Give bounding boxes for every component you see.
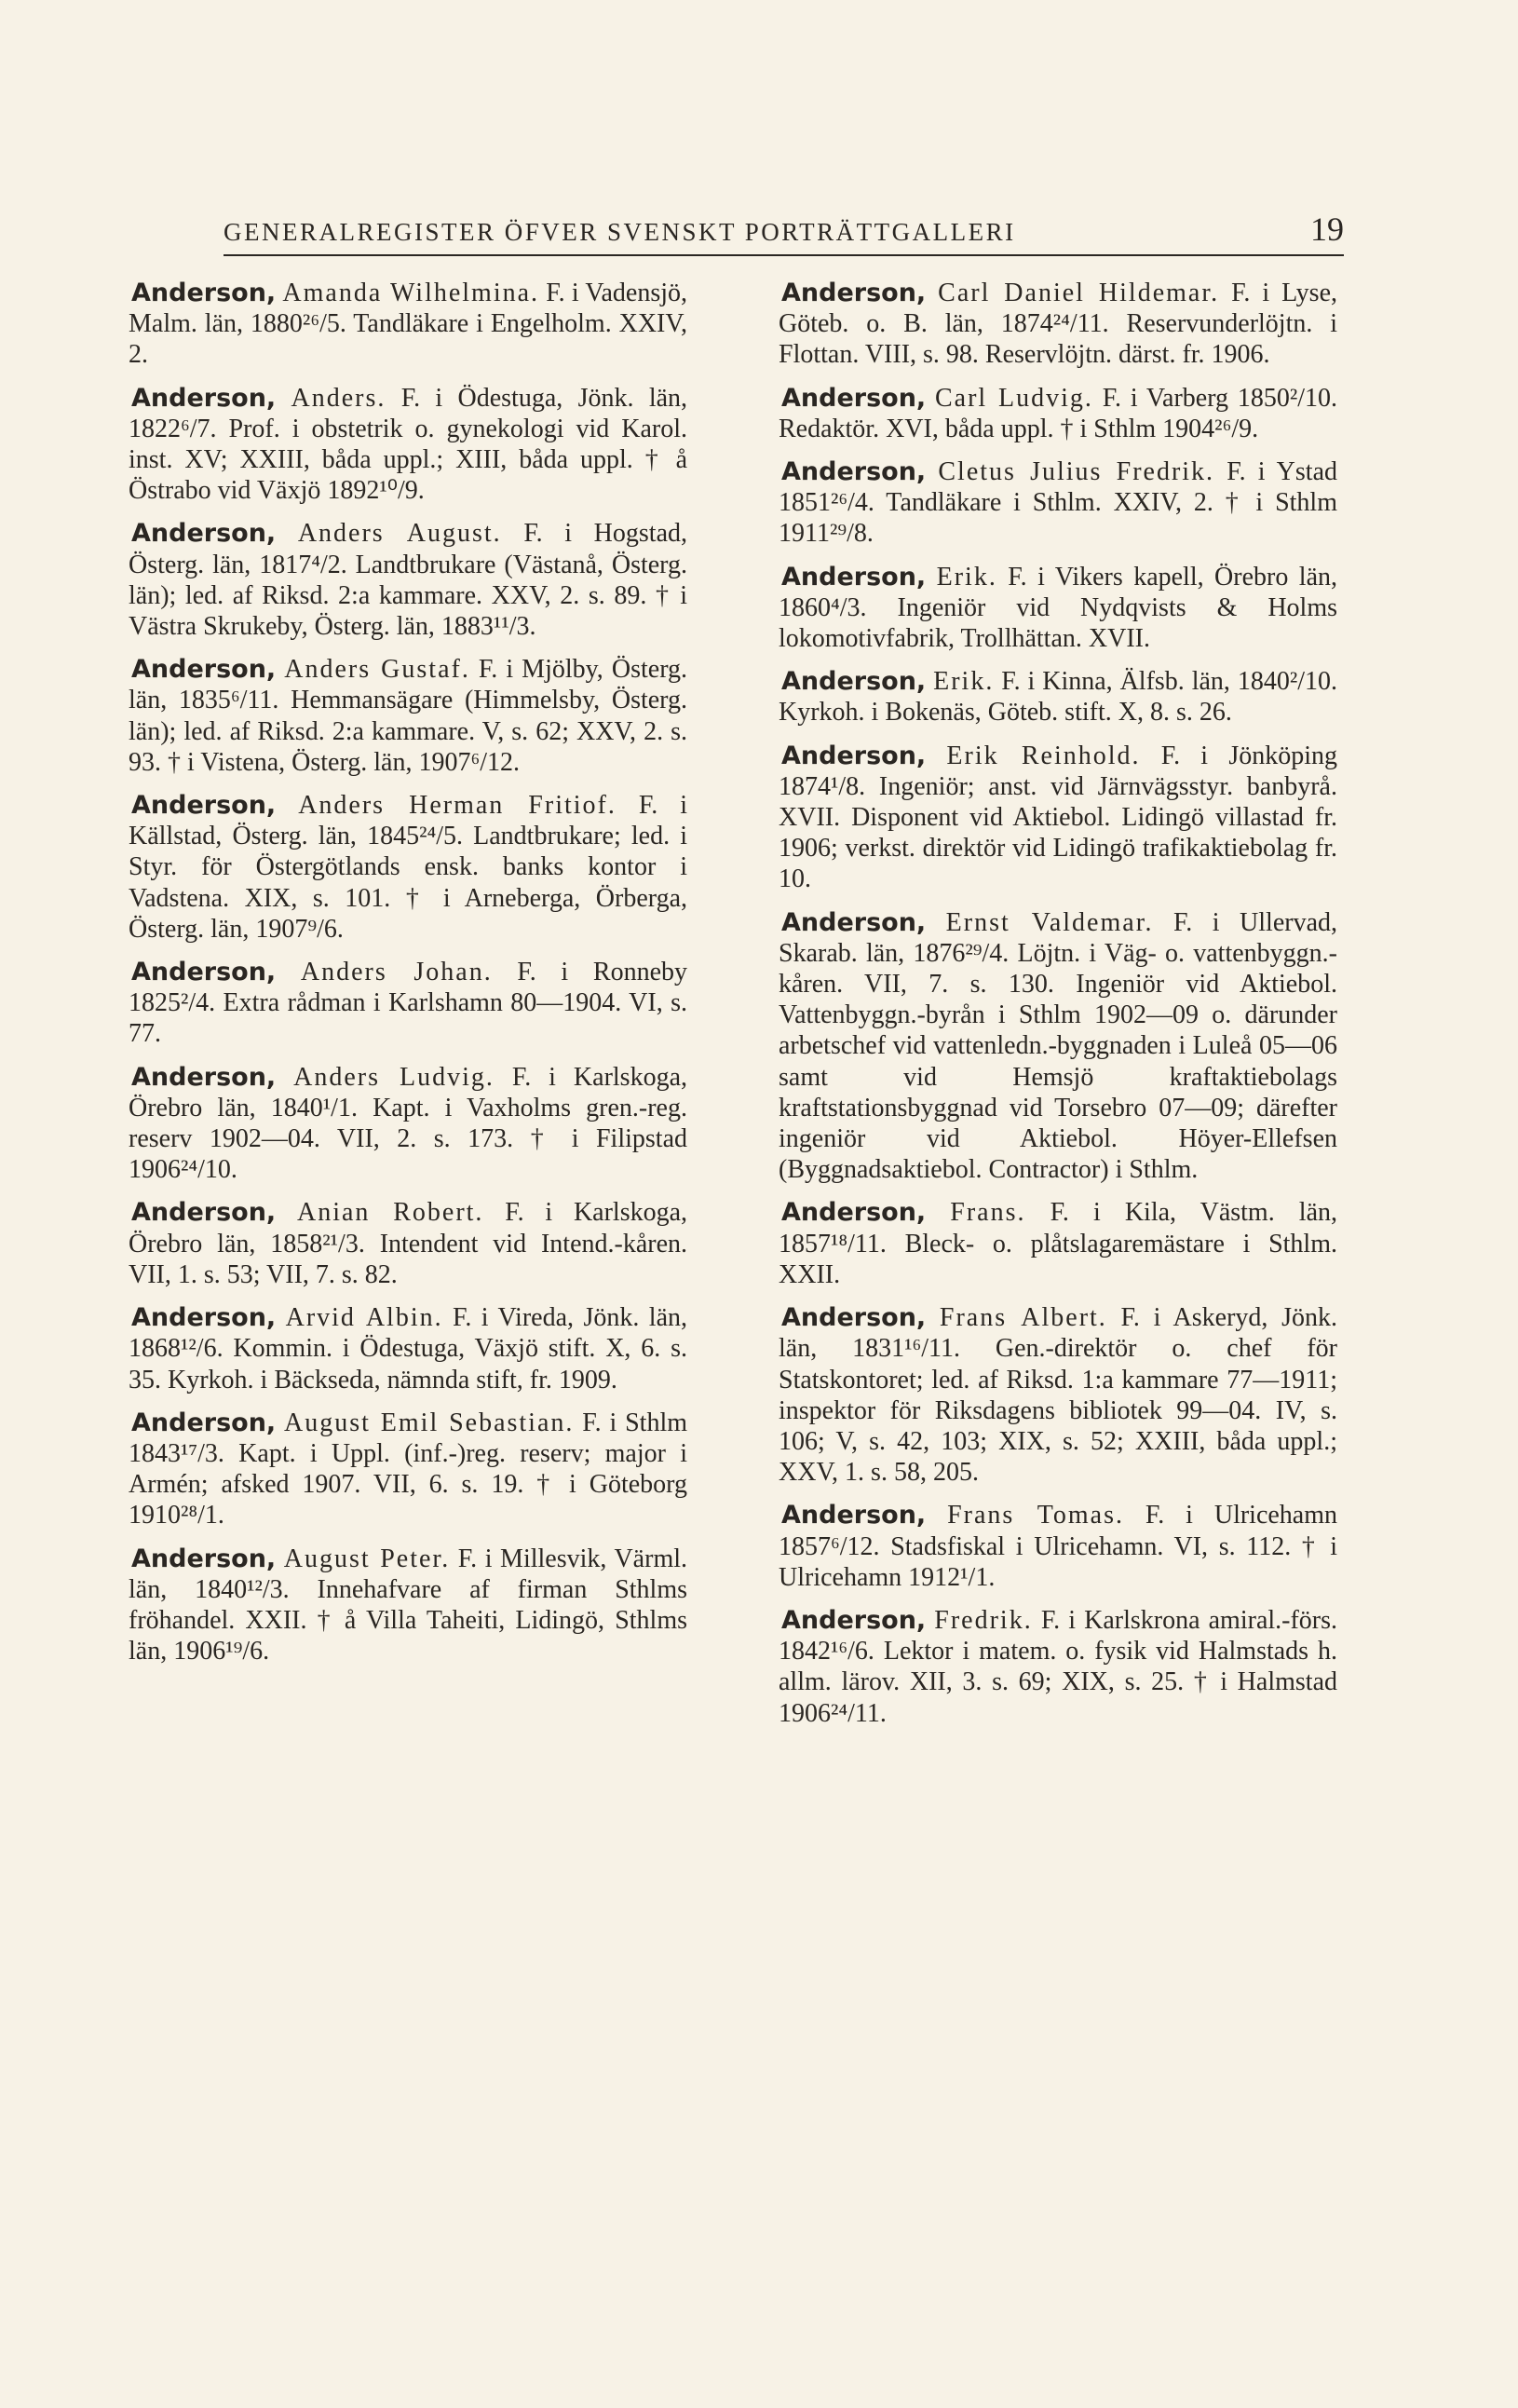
register-entry <box>129 518 687 642</box>
entry-details: F. i Ödestuga, Jönk. län, 1822⁶/7. Prof. i obstetrik o. gynekologi vid Karol. inst. XV; XXIII, båda uppl.; XIII, båda uppl. † å Östrabo vid Växjö 1892¹⁰/9. <box>129 383 688 506</box>
register-entry <box>129 1302 687 1395</box>
entry-surname: Anderson, <box>781 1303 927 1333</box>
entry-surname: Anderson, <box>131 1303 277 1333</box>
entry-surname: Anderson, <box>131 519 277 549</box>
register-entry <box>779 907 1337 1186</box>
entry-surname: Anderson, <box>781 457 927 487</box>
entry-surname: Anderson, <box>131 279 277 307</box>
entry-details: F. i Ulricehamn 1857⁶/12. Stadsfiskal i Ulricehamn. VI, s. 112. † i Ulricehamn 1912¹/1. <box>779 1501 1338 1592</box>
entry-details: F. i Askeryd, Jönk. län, 1831¹⁶/11. Gen.-direktör o. chef för Statskontoret; led. af Riksd. 1:a kammare 77—1911; inspektor för Riksdagens bibliotek 99—04. IV, s. 106; V, s. 42, 103; XIX, s. 52; XXIII, båda uppl.; XXV, 1. s. 58, 205. <box>779 1303 1337 1488</box>
entry-surname: Anderson, <box>781 383 927 413</box>
entry-details: F. i Mjölby, Österg. län, 1835⁶/11. Hemmansägare (Himmelsby, Österg. län); led. af Riksd. 2:a kammare. V, s. 62; XXV, 2. s. 93. † i Vistena, Österg. län, 1907⁶/12. <box>129 655 688 777</box>
entry-given-names: Arvid Albin. <box>285 1303 443 1333</box>
register-entry <box>779 666 1337 728</box>
register-entry <box>779 278 1337 371</box>
register-entry <box>779 383 1337 444</box>
register-entry <box>779 456 1337 550</box>
entry-details: F. i Ullervad, Skarab. län, 1876²⁹/4. Löjtn. i Väg- o. vattenbyggn.-kåren. VII, 7. s. 130. Ingeniör vid Aktiebol. Vattenbyggn.-byrån i Sthlm 1902—09 o. därunder arbetschef vid vattenledn.-byggnaden i Luleå 05—06 samt vid Hemsjö kraftaktiebolags kraftstationsbyggnad vid Torsebro 07—09; därefter ingeniör vid Aktiebol. Höyer-Ellefsen (Byggnadsaktiebol. Contractor) i Sthlm. <box>779 907 1337 1185</box>
entry-given-names: Anders Herman Fritiof. <box>298 791 617 821</box>
entry-given-names: August Peter. <box>283 1544 451 1573</box>
register-entry <box>129 654 687 778</box>
entry-details: F. i Sthlm 1843¹⁷/3. Kapt. i Uppl. (inf.-)reg. reserv; major i Armén; afsked 1907. VII, 6. s. 19. † i Göteborg 1910²⁸/1. <box>129 1408 687 1531</box>
entry-details: F. i Kinna, Älfsb. län, 1840²/10. Kyrkoh. i Bokenäs, Göteb. stift. X, 8. s. 26. <box>779 667 1338 728</box>
register-entry <box>779 1197 1337 1290</box>
entry-surname: Anderson, <box>781 279 927 307</box>
entry-surname: Anderson, <box>781 667 927 697</box>
entry-surname: Anderson, <box>781 907 927 937</box>
entry-given-names: Anders. <box>291 383 386 413</box>
entry-given-names: Carl Ludvig. <box>934 383 1093 413</box>
page-number: 19 <box>1310 211 1344 248</box>
entry-details: F. i Ystad 1851²⁶/4. Tandläkare i Sthlm. XXIV, 2. † i Sthlm 1911²⁹/8. <box>779 457 1338 549</box>
register-entry <box>129 790 687 945</box>
register-entry <box>129 1062 687 1186</box>
right-column <box>779 278 1337 1741</box>
entry-details: F. i Karlskoga, Örebro län, 1840¹/1. Kapt. i Vaxholms gren.-reg. reserv 1902—04. VII, 2. s. 173. † i Filipstad 1906²⁴/10. <box>129 1062 688 1185</box>
entry-given-names: Fredrik. <box>934 1605 1033 1635</box>
entry-given-names: August Emil Sebastian. <box>284 1408 575 1437</box>
register-entry <box>129 1197 687 1290</box>
entry-given-names: Carl Daniel Hildemar. <box>938 279 1220 307</box>
running-title: GENERALREGISTER ÖFVER SVENSKT PORTRÄTTGALLERI <box>224 218 1016 246</box>
entry-surname: Anderson, <box>131 655 277 685</box>
entry-details: F. i Ronneby 1825²/4. Extra rådman i Karlshamn 80—1904. VI, s. 77. <box>129 958 687 1049</box>
entry-surname: Anderson, <box>781 1501 927 1531</box>
entry-given-names: Frans Tomas. <box>947 1501 1124 1531</box>
entry-given-names: Anders August. <box>297 519 502 549</box>
entry-given-names: Erik Reinhold. <box>946 741 1141 770</box>
entry-given-names: Frans Albert. <box>939 1303 1107 1333</box>
left-column <box>129 278 687 1679</box>
entry-surname: Anderson, <box>781 741 927 770</box>
entry-details: F. i Karlskrona amiral.-förs. 1842¹⁶/6. Lektor i matem. o. fysik vid Halmstads h. allm. lärov. XII, 3. s. 69; XIX, s. 25. † i Halmstad 1906²⁴/11. <box>779 1605 1338 1728</box>
register-entry <box>779 1500 1337 1593</box>
entry-surname: Anderson, <box>131 1062 277 1092</box>
entry-details: F. i Millesvik, Värml. län, 1840¹²/3. Innehafvare af firman Sthlms fröhandel. XXII. † å Villa Taheiti, Lidingö, Sthlms län, 1906¹⁹/6. <box>129 1544 687 1667</box>
entry-details: F. i Varberg 1850²/10. Redaktör. XVI, båda uppl. † i Sthlm 1904²⁶/9. <box>779 383 1338 443</box>
entry-details: F. i Vikers kapell, Örebro län, 1860⁴/3. Ingeniör vid Nydqvists & Holms lokomotivfabrik, Trollhättan. XVII. <box>779 562 1338 654</box>
entry-details: F. i Vireda, Jönk. län, 1868¹²/6. Kommin. i Ödestuga, Växjö stift. X, 6. s. 35. Kyrkoh. i Bäckseda, nämnda stift, fr. 1909. <box>129 1303 687 1394</box>
entry-given-names: Anders Ludvig. <box>293 1062 495 1092</box>
register-entry <box>779 1302 1337 1488</box>
register-entry <box>779 1605 1337 1729</box>
entry-details: F. i Jönköping 1874¹/8. Ingeniör; anst. vid Järnvägsstyr. banbyrå. XVII. Disponent vid Aktiebol. Lidingö villastad fr. 1906; verkst. direktör vid Lidingö trafikaktiebolag fr. 10. <box>779 741 1337 894</box>
register-entry <box>779 741 1337 895</box>
entry-given-names: Erik. <box>936 562 997 592</box>
entry-given-names: Anders Gustaf. <box>284 655 470 685</box>
entry-given-names: Ernst Valdemar. <box>945 907 1154 937</box>
entry-surname: Anderson, <box>131 958 277 987</box>
entry-given-names: Anian Robert. <box>296 1198 484 1228</box>
entry-surname: Anderson, <box>131 791 277 821</box>
register-entry <box>129 383 687 507</box>
entry-surname: Anderson, <box>131 1198 277 1228</box>
entry-details: F. i Kila, Västm. län, 1857¹⁸/11. Bleck- o. plåtslagaremästare i Sthlm. XXII. <box>779 1198 1337 1289</box>
entry-details: F. i Hogstad, Österg. län, 1817⁴/2. Landtbrukare (Västanå, Österg. län); led. af Riksd. 2:a kammare. XXV, 2. s. 89. † i Västra Skrukeby, Österg. län, 1883¹¹/3. <box>129 519 688 642</box>
register-entry <box>129 957 687 1050</box>
entry-surname: Anderson, <box>781 562 927 592</box>
entry-given-names: Anders Johan. <box>300 958 493 987</box>
entry-given-names: Frans. <box>950 1198 1026 1228</box>
entry-details: F. i Vadensjö, Malm. län, 1880²⁶/5. Tandläkare i Engelholm. XXIV, 2. <box>129 279 687 370</box>
entry-surname: Anderson, <box>781 1605 927 1635</box>
page-header <box>224 198 1344 256</box>
register-entry <box>779 562 1337 655</box>
register-entry <box>129 1544 687 1667</box>
register-entry <box>129 1408 687 1531</box>
entry-surname: Anderson, <box>131 1544 277 1573</box>
entry-surname: Anderson, <box>131 1408 277 1437</box>
entry-details: F. i Lyse, Göteb. o. B. län, 1874²⁴/11. Reservunderlöjtn. i Flottan. VIII, s. 98. Reservlöjtn. därst. fr. 1906. <box>779 279 1337 370</box>
entry-details: F. i Karlskoga, Örebro län, 1858²¹/3. Intendent vid Intend.-kåren. VII, 1. s. 53; VII, 7. s. 82. <box>129 1198 688 1289</box>
register-entry <box>129 278 687 371</box>
entry-details: F. i Källstad, Österg. län, 1845²⁴/5. Landtbrukare; led. i Styr. för Östergötlands ensk. banks kontor i Vadstena. XIX, s. 101. † i Arneberga, Örberga, Österg. län, 1907⁹/6. <box>129 791 688 944</box>
entry-given-names: Erik. <box>933 667 995 697</box>
entry-surname: Anderson, <box>781 1198 927 1228</box>
entry-given-names: Cletus Julius Fredrik. <box>938 457 1215 487</box>
entry-given-names: Amanda Wilhelmina. <box>282 279 540 307</box>
entry-surname: Anderson, <box>131 383 277 413</box>
